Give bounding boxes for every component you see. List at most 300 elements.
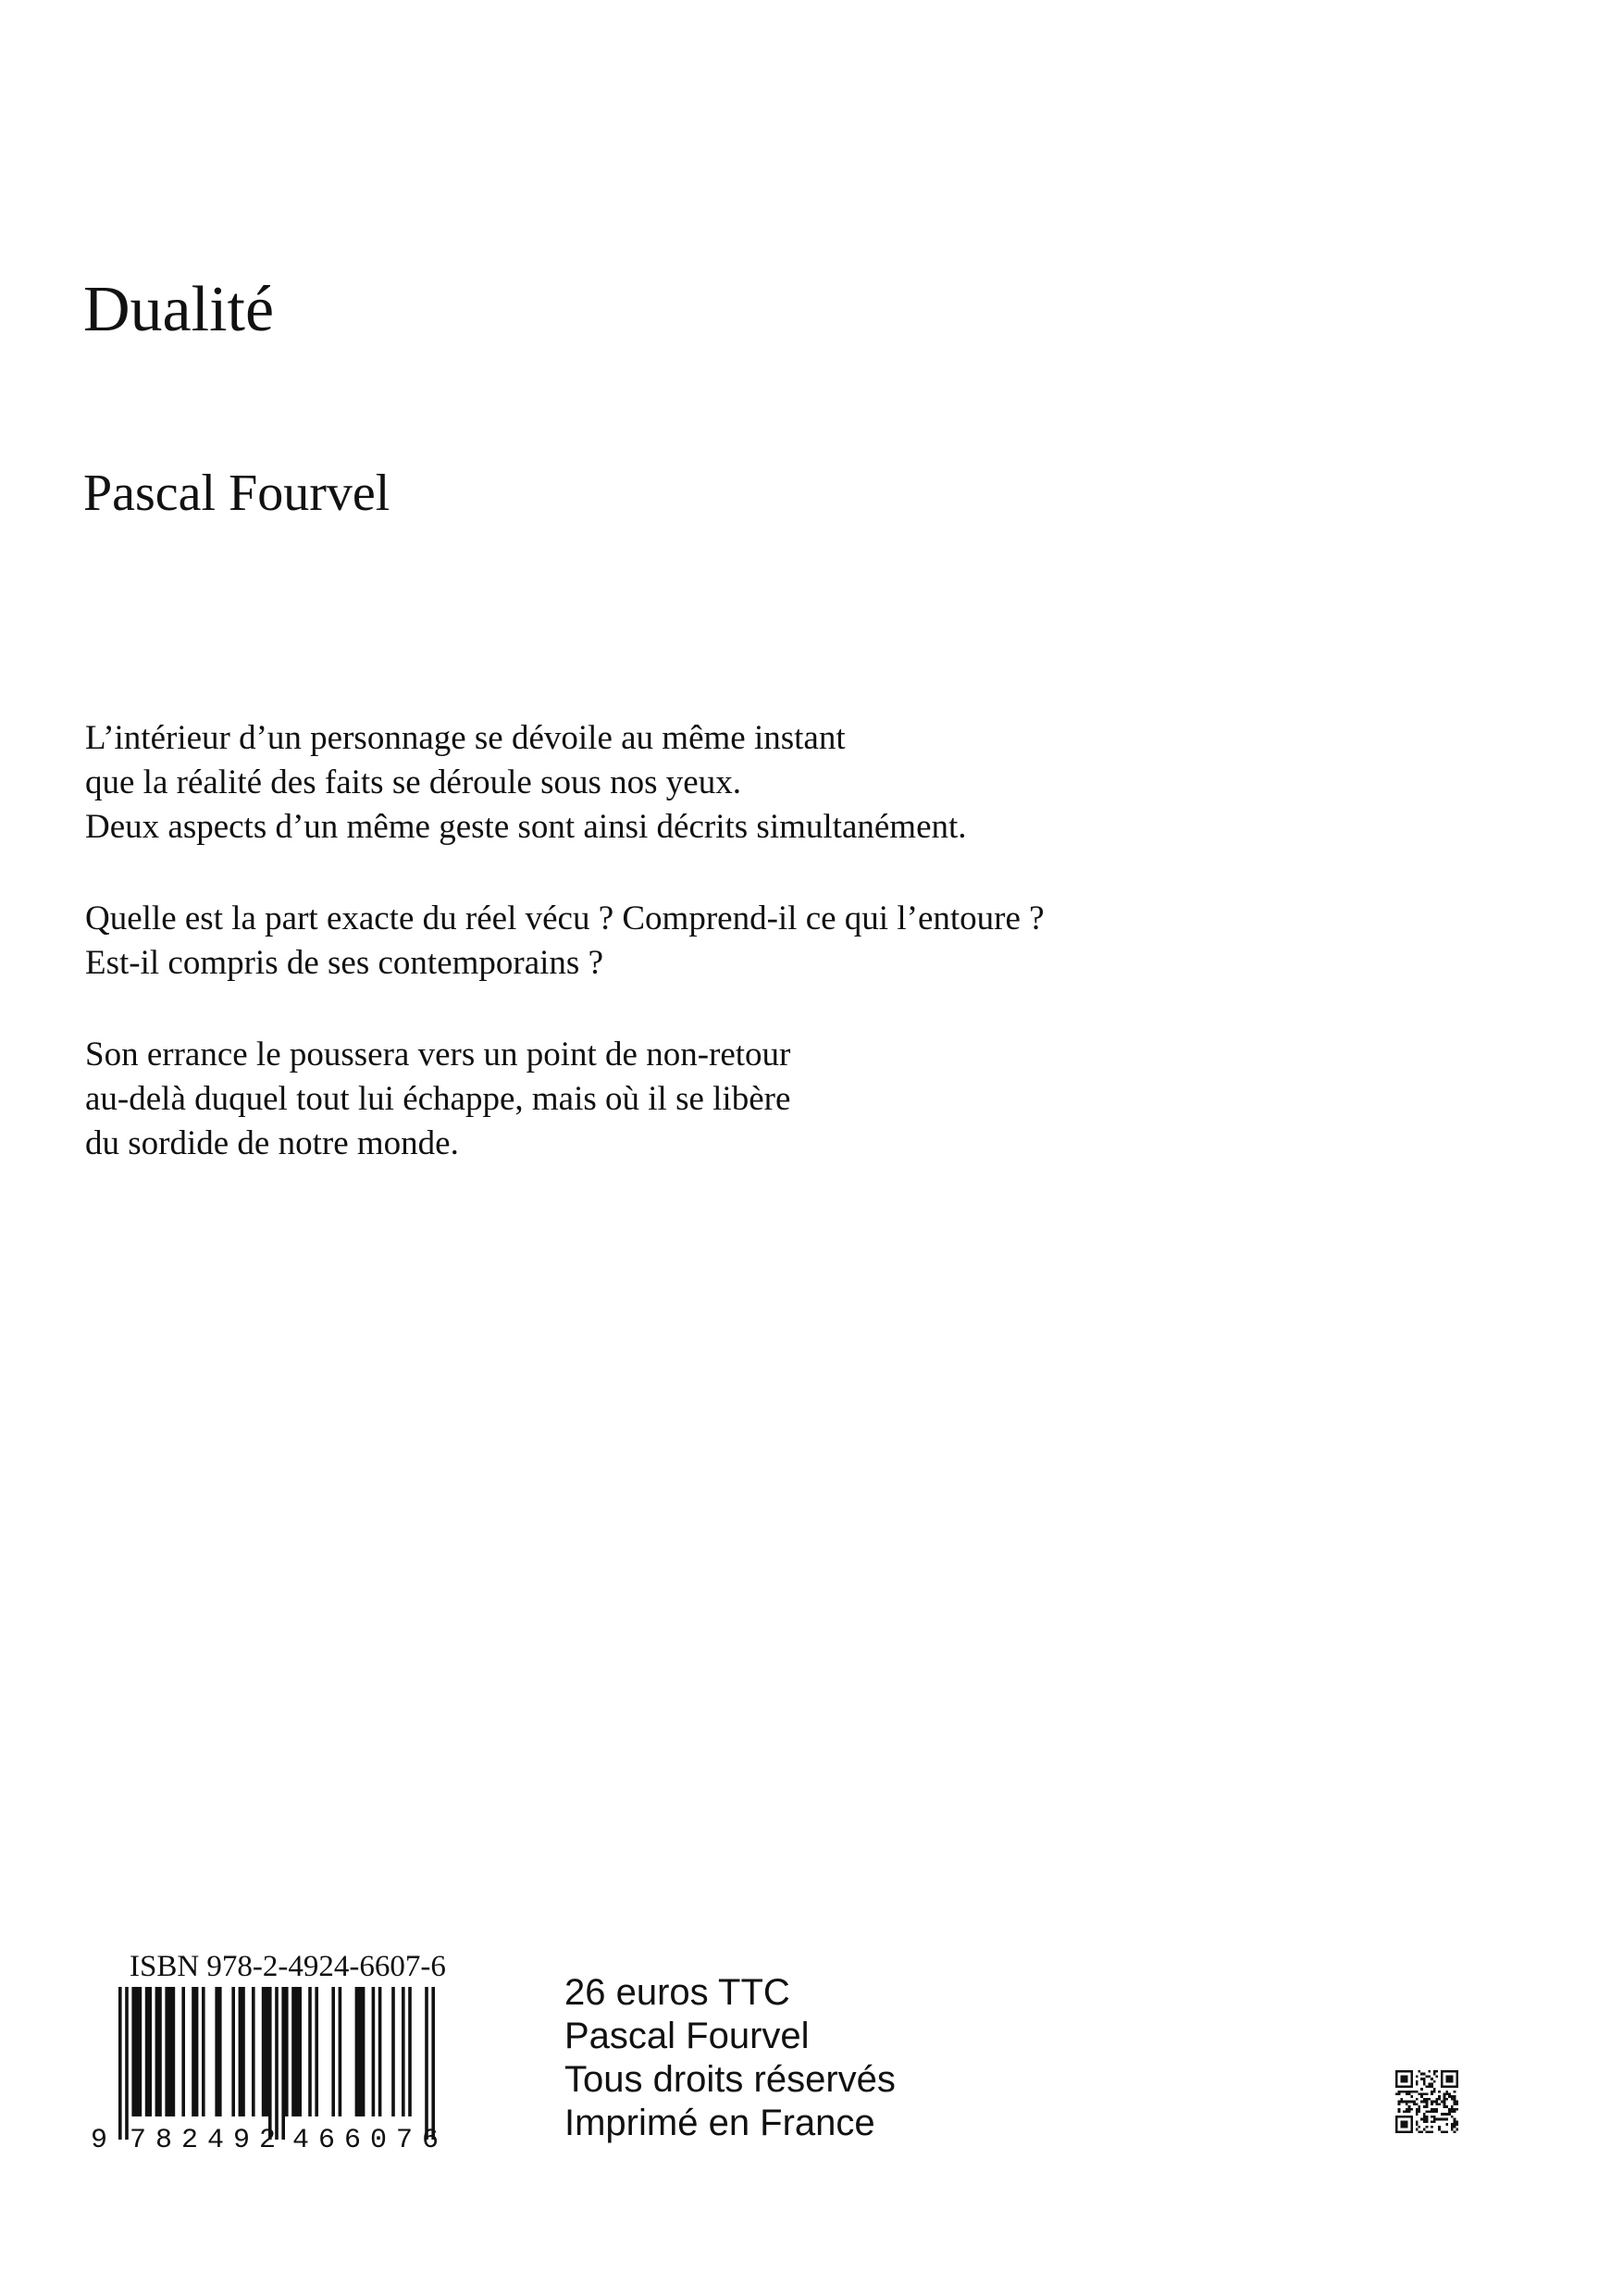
qr-module [1395,2083,1398,2086]
qr-module [1420,2073,1423,2076]
qr-module [1423,2128,1426,2131]
barcode-bar [315,1987,318,2116]
qr-module [1456,2103,1458,2105]
qr-module [1408,2111,1411,2114]
qr-module [1395,2130,1398,2133]
blurb-line: du sordide de notre monde. [85,1124,459,1162]
qr-module [1406,2111,1408,2114]
qr-module [1398,2091,1401,2093]
qr-module [1431,2108,1433,2111]
qr-module [1406,2078,1408,2080]
qr-module [1395,2126,1398,2128]
qr-module [1428,2111,1431,2114]
barcode-bar [131,1987,142,2116]
qr-module [1400,2101,1403,2104]
qr-module [1428,2075,1431,2078]
qr-module [1443,2070,1446,2073]
barcode-bar [268,1987,272,2140]
qr-module [1445,2098,1448,2101]
qr-module [1445,2080,1448,2083]
qr-module [1395,2070,1398,2073]
qr-module [1400,2123,1403,2126]
qr-module [1436,2108,1439,2111]
qr-module [1436,2111,1439,2114]
qr-module [1423,2083,1426,2086]
qr-module [1454,2111,1456,2114]
qr-module [1454,2070,1456,2073]
qr-module [1398,2111,1401,2114]
qr-module [1456,2080,1458,2083]
qr-module [1436,2101,1439,2104]
qr-module [1406,2120,1408,2123]
qr-module [1413,2101,1416,2104]
qr-module [1395,2120,1398,2123]
qr-module [1416,2128,1419,2131]
qr-module [1456,2123,1458,2126]
qr-module [1454,2085,1456,2088]
qr-module [1410,2080,1413,2083]
qr-module [1403,2080,1406,2083]
qr-module [1398,2130,1401,2133]
barcode-bars [91,1987,484,2153]
qr-module [1445,2105,1448,2108]
qr-module [1410,2073,1413,2076]
qr-module [1433,2116,1436,2118]
qr-module [1406,2091,1408,2093]
qr-module [1436,2118,1439,2121]
qr-module [1423,2098,1426,2101]
qr-module [1420,2078,1423,2080]
qr-module [1418,2105,1420,2108]
qr-module [1410,2126,1413,2128]
qr-module [1410,2083,1413,2086]
qr-module [1418,2130,1420,2133]
qr-module [1416,2080,1419,2083]
qr-module [1408,2105,1411,2108]
qr-module [1445,2118,1448,2121]
qr-module [1451,2128,1454,2131]
qr-module [1451,2070,1454,2073]
qr-module [1406,2080,1408,2083]
qr-module [1443,2118,1446,2121]
qr-module [1433,2108,1436,2111]
qr-module [1441,2073,1443,2076]
qr-module [1454,2101,1456,2104]
qr-module [1400,2116,1403,2118]
barcode-bar [145,1987,152,2116]
barcode-bar [402,1987,405,2116]
qr-module [1454,2103,1456,2105]
qr-module [1456,2101,1458,2104]
blurb-line: Quelle est la part exacte du réel vécu ? Comprend-il ce qui l’entoure ? [85,900,1045,937]
printed-in-notice: Imprimé en France [564,2103,875,2143]
blurb-line: Son errance le poussera vers un point de non-retour [85,1036,791,1074]
qr-module [1400,2120,1403,2123]
qr-module [1451,2111,1454,2114]
qr-module [1426,2120,1429,2123]
qr-module [1436,2098,1439,2101]
qr-module [1406,2108,1408,2111]
qr-module [1423,2120,1426,2123]
barcode-bar [285,1987,289,2116]
qr-module [1403,2070,1406,2073]
qr-module [1395,2073,1398,2076]
qr-module [1454,2120,1456,2123]
qr-module [1416,2113,1419,2116]
qr-module [1451,2108,1454,2111]
qr-module [1426,2101,1429,2104]
qr-module [1403,2078,1406,2080]
qr-module [1438,2098,1441,2101]
qr-code-icon [1395,2070,1458,2133]
qr-module [1456,2073,1458,2076]
qr-module [1433,2088,1436,2091]
qr-module [1403,2116,1406,2118]
qr-module [1441,2101,1443,2104]
qr-module [1423,2080,1426,2083]
barcode-bar [339,1987,342,2116]
price-label: 26 euros TTC [564,1972,790,2013]
barcode-bar [425,1987,428,2140]
qr-module [1433,2101,1436,2104]
barcode-bar [155,1987,162,2116]
qr-module [1433,2111,1436,2114]
qr-module [1406,2123,1408,2126]
qr-module [1420,2101,1423,2104]
qr-module [1398,2085,1401,2088]
barcode-bar [231,1987,235,2116]
qr-module [1403,2101,1406,2104]
qr-module [1454,2130,1456,2133]
qr-module [1441,2113,1443,2116]
qr-module [1416,2083,1419,2086]
qr-module [1400,2126,1403,2128]
qr-module [1406,2070,1408,2073]
qr-module [1433,2091,1436,2093]
qr-module [1456,2078,1458,2080]
qr-module [1456,2083,1458,2086]
book-title: Dualité [83,274,275,345]
barcode-bar [355,1987,365,2116]
qr-module [1420,2092,1423,2095]
qr-module [1410,2091,1413,2093]
qr-module [1403,2111,1406,2114]
qr-module [1416,2098,1419,2101]
qr-module [1445,2092,1448,2095]
qr-module [1456,2128,1458,2131]
qr-module [1454,2091,1456,2093]
qr-module [1426,2085,1429,2088]
qr-module [1408,2085,1411,2088]
qr-module [1410,2108,1413,2111]
qr-module [1400,2078,1403,2080]
qr-module [1395,2078,1398,2080]
qr-module [1395,2123,1398,2126]
qr-module [1445,2085,1448,2088]
qr-module [1451,2098,1454,2101]
qr-module [1410,2101,1413,2104]
qr-module [1395,2075,1398,2078]
qr-module [1431,2120,1433,2123]
qr-module [1416,2123,1419,2126]
qr-module [1400,2130,1403,2133]
qr-module [1395,2128,1398,2131]
qr-module [1423,2078,1426,2080]
qr-module [1403,2123,1406,2126]
qr-module [1410,2070,1413,2073]
qr-module [1416,2108,1419,2111]
qr-module [1438,2126,1441,2128]
qr-module [1398,2101,1401,2104]
qr-module [1428,2085,1431,2088]
qr-module [1454,2095,1456,2098]
qr-module [1448,2113,1451,2116]
qr-module [1416,2091,1419,2093]
qr-module [1418,2108,1420,2111]
barcode-bar [252,1987,255,2116]
qr-module [1410,2130,1413,2133]
qr-module [1423,2105,1426,2108]
blurb-line: que la réalité des faits se déroule sous nos yeux. [85,763,741,801]
qr-module [1423,2073,1426,2076]
qr-module [1410,2116,1413,2118]
qr-module [1448,2075,1451,2078]
qr-module [1445,2078,1448,2080]
qr-module [1398,2108,1401,2111]
qr-module [1408,2091,1411,2093]
qr-module [1416,2075,1419,2078]
publication-info [564,1971,896,2145]
qr-module [1395,2080,1398,2083]
qr-module [1406,2126,1408,2128]
qr-module [1406,2130,1408,2133]
qr-module [1454,2123,1456,2126]
qr-module [1420,2095,1423,2098]
qr-module [1443,2085,1446,2088]
qr-module [1456,2108,1458,2111]
qr-module [1443,2105,1446,2108]
qr-module [1403,2085,1406,2088]
barcode-bar [262,1987,268,2116]
blurb-line: Est-il compris de ses contemporains ? [85,944,604,982]
back-cover-blurb [85,716,1473,1213]
qr-module [1410,2095,1413,2098]
qr-module [1445,2070,1448,2073]
isbn-label: ISBN 978-2-4924-6607-6 [130,1950,446,1983]
qr-module [1418,2126,1420,2128]
qr-module [1448,2078,1451,2080]
qr-module [1431,2092,1433,2095]
qr-module [1441,2118,1443,2121]
qr-module [1403,2120,1406,2123]
qr-module [1451,2075,1454,2078]
qr-module [1441,2083,1443,2086]
qr-module [1436,2103,1439,2105]
barcode-bar [308,1987,312,2116]
qr-module [1448,2095,1451,2098]
blurb-paragraph-1 [85,716,1473,850]
qr-module [1408,2108,1411,2111]
qr-module [1410,2128,1413,2131]
qr-module [1410,2075,1413,2078]
barcode-bar [125,1987,129,2140]
qr-module [1441,2078,1443,2080]
qr-module [1426,2098,1429,2101]
qr-module [1406,2101,1408,2104]
qr-module [1418,2070,1420,2073]
qr-module [1426,2092,1429,2095]
qr-module [1431,2091,1433,2093]
qr-module [1403,2126,1406,2128]
qr-module [1395,2092,1398,2095]
qr-module [1441,2130,1443,2133]
qr-module [1433,2118,1436,2121]
qr-module [1451,2080,1454,2083]
qr-module [1426,2075,1429,2078]
qr-module [1428,2070,1431,2073]
qr-module [1400,2070,1403,2073]
qr-module [1456,2070,1458,2073]
qr-module [1451,2085,1454,2088]
barcode-bar [202,1987,205,2116]
qr-module [1408,2101,1411,2104]
qr-module [1445,2091,1448,2093]
qr-module [1443,2113,1446,2116]
isbn-barcode [91,1950,484,2153]
qr-module [1423,2113,1426,2116]
qr-module [1438,2095,1441,2098]
qr-module [1420,2130,1423,2133]
qr-module [1431,2085,1433,2088]
qr-module [1420,2118,1423,2121]
qr-module [1451,2078,1454,2080]
barcode-bar [181,1987,185,2116]
blurb-paragraph-2 [85,897,1473,986]
qr-module [1448,2080,1451,2083]
qr-module [1443,2098,1446,2101]
qr-module [1406,2085,1408,2088]
qr-module [1431,2103,1433,2105]
qr-module [1423,2092,1426,2095]
blurb-line: Deux aspects d’un même geste sont ainsi décrits simultanément. [85,808,967,846]
qr-module [1438,2103,1441,2105]
blurb-line: L’intérieur d’un personnage se dévoile au même instant [85,719,846,757]
qr-module [1403,2091,1406,2093]
qr-module [1443,2095,1446,2098]
barcode-bar [118,1987,122,2140]
qr-module [1431,2116,1433,2118]
qr-module [1418,2092,1420,2095]
qr-module [1426,2111,1429,2114]
qr-module [1410,2118,1413,2121]
qr-module [1438,2091,1441,2093]
qr-module [1413,2091,1416,2093]
qr-module [1416,2103,1419,2105]
qr-module [1400,2085,1403,2088]
qr-module [1454,2098,1456,2101]
qr-module [1456,2075,1458,2078]
qr-module [1433,2070,1436,2073]
qr-module [1408,2116,1411,2118]
blurb-line: au-delà duquel tout lui échappe, mais où il se libère [85,1080,791,1118]
qr-module [1454,2108,1456,2111]
qr-module [1431,2078,1433,2080]
qr-module [1400,2080,1403,2083]
qr-module [1431,2111,1433,2114]
qr-module [1441,2075,1443,2078]
qr-module [1431,2101,1433,2104]
qr-module [1398,2092,1401,2095]
qr-module [1438,2118,1441,2121]
barcode-bar [378,1987,382,2116]
qr-module [1406,2092,1408,2095]
qr-module [1420,2088,1423,2091]
qr-module [1433,2120,1436,2123]
rights-notice: Tous droits réservés [564,2059,896,2100]
qr-module [1451,2105,1454,2108]
barcode-bar [281,1987,285,2140]
qr-module [1448,2111,1451,2114]
qr-module [1456,2085,1458,2088]
qr-module [1454,2126,1456,2128]
qr-module [1426,2103,1429,2105]
qr-module [1408,2092,1411,2095]
qr-module [1406,2075,1408,2078]
qr-module [1443,2092,1446,2095]
barcode-bar [275,1987,279,2140]
qr-module [1428,2083,1431,2086]
qr-module [1395,2085,1398,2088]
qr-module [1423,2101,1426,2104]
barcode-digits-left: 782492 [130,2125,276,2153]
barcode-bar [165,1987,175,2116]
qr-module [1428,2130,1431,2133]
qr-module [1406,2103,1408,2105]
qr-module [1431,2126,1433,2128]
qr-module [1395,2116,1398,2118]
qr-module [1445,2130,1448,2133]
qr-module [1410,2085,1413,2088]
qr-module [1451,2123,1454,2126]
qr-module [1445,2113,1448,2116]
qr-module [1398,2103,1401,2105]
barcode-digit-first: 9 [91,2125,108,2153]
qr-module [1416,2120,1419,2123]
qr-module [1445,2123,1448,2126]
barcode-bar [431,1987,435,2140]
barcode-bar [391,1987,395,2116]
qr-module [1410,2078,1413,2080]
qr-module [1431,2130,1433,2133]
qr-module [1418,2111,1420,2114]
qr-module [1451,2126,1454,2128]
qr-module [1410,2120,1413,2123]
qr-module [1408,2130,1411,2133]
blurb-paragraph-3 [85,1033,1473,1166]
qr-module [1426,2116,1429,2118]
qr-module [1451,2116,1454,2118]
qr-module [1398,2070,1401,2073]
qr-module [1438,2128,1441,2131]
qr-module [1416,2111,1419,2114]
barcode-bar [408,1987,412,2116]
qr-module [1448,2085,1451,2088]
barcode-bar [215,1987,221,2116]
qr-module [1431,2083,1433,2086]
barcode-bar [192,1987,198,2116]
barcode-bar [331,1987,335,2116]
qr-module [1406,2116,1408,2118]
